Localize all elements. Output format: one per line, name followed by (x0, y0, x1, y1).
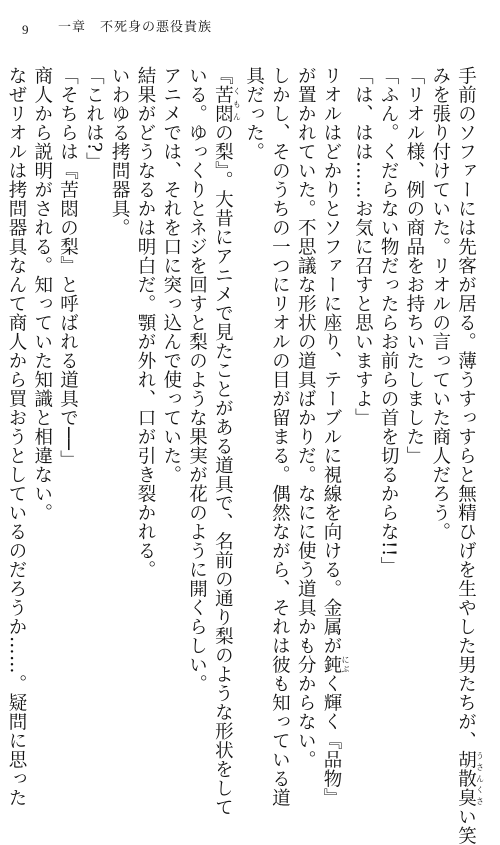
text-line: 「リオル様、例の商品をお持ちいたしました」 (403, 66, 425, 465)
text-line: いる。ゆっくりとネジを回すと梨のような果実が花のように開くらしい。 (186, 66, 208, 693)
text-line: 『苦悶 くもんの梨』。大昔にアニメで見たことがある道具で、名前の通り梨のような形状をして (212, 66, 242, 817)
furigana-reading: くもん (232, 85, 242, 123)
text-line: 「これは?」 (83, 66, 105, 172)
vertical-text-block (3, 66, 485, 845)
furigana-word: 鈍 にぶ (321, 655, 351, 674)
text-line: 「そちらは『苦悶の梨』と呼ばれる道具で──」 (57, 66, 79, 470)
text-line: 手前のソファーには先客が居る。薄うすっすらと無精ひげを生やした男たちが、胡散臭 うさんくさい笑 (455, 66, 485, 845)
text-line: 具だった。 (243, 66, 265, 161)
text-line: しかし、そのうちの一つにリオルの目が留まる。偶然ながら、それは彼も知っている道 (269, 66, 291, 807)
text-line: 「ふん。くだらない物だったらお前らの首を切るからな!!」 (378, 66, 400, 576)
text-line: みを張り付けていた。リオルの言っていた商人だろう。 (429, 66, 451, 541)
furigana-word: 胡散臭 うさんくさ (455, 750, 485, 807)
page-number: 9 (22, 22, 29, 37)
furigana-word: 苦悶 くもん (212, 85, 242, 123)
text-line: いわゆる拷問器具。 (109, 66, 131, 237)
text-line: リオルはどかりとソファーに座り、テーブルに視線を向ける。金属が鈍 にぶく輝く『品物』 (321, 66, 351, 807)
text-line: 商人から説明がされる。知っていた知識と相違ない。 (31, 66, 53, 522)
text-line: が置かれていた。不思議な形状の道具ばかりだ。なにに使う道具かも分からない。 (295, 66, 317, 769)
running-head: 一章 不死身の悪役貴族 (58, 20, 213, 35)
text-line: 結果がどうなるかは明白だ。顎が外れ、口が引き裂かれる。 (134, 66, 156, 579)
text-line: 「は、はは……お気に召すと思いますよ」 (352, 66, 374, 427)
text-line: なぜリオルは拷問器具なんて商人から買おうとしているのだろうか……。疑問に思った (5, 66, 27, 807)
furigana-reading: うさんくさ (475, 750, 485, 807)
furigana-reading: にぶ (341, 655, 351, 674)
text-line: アニメでは、それを口に突っ込んで使っていた。 (160, 66, 182, 484)
